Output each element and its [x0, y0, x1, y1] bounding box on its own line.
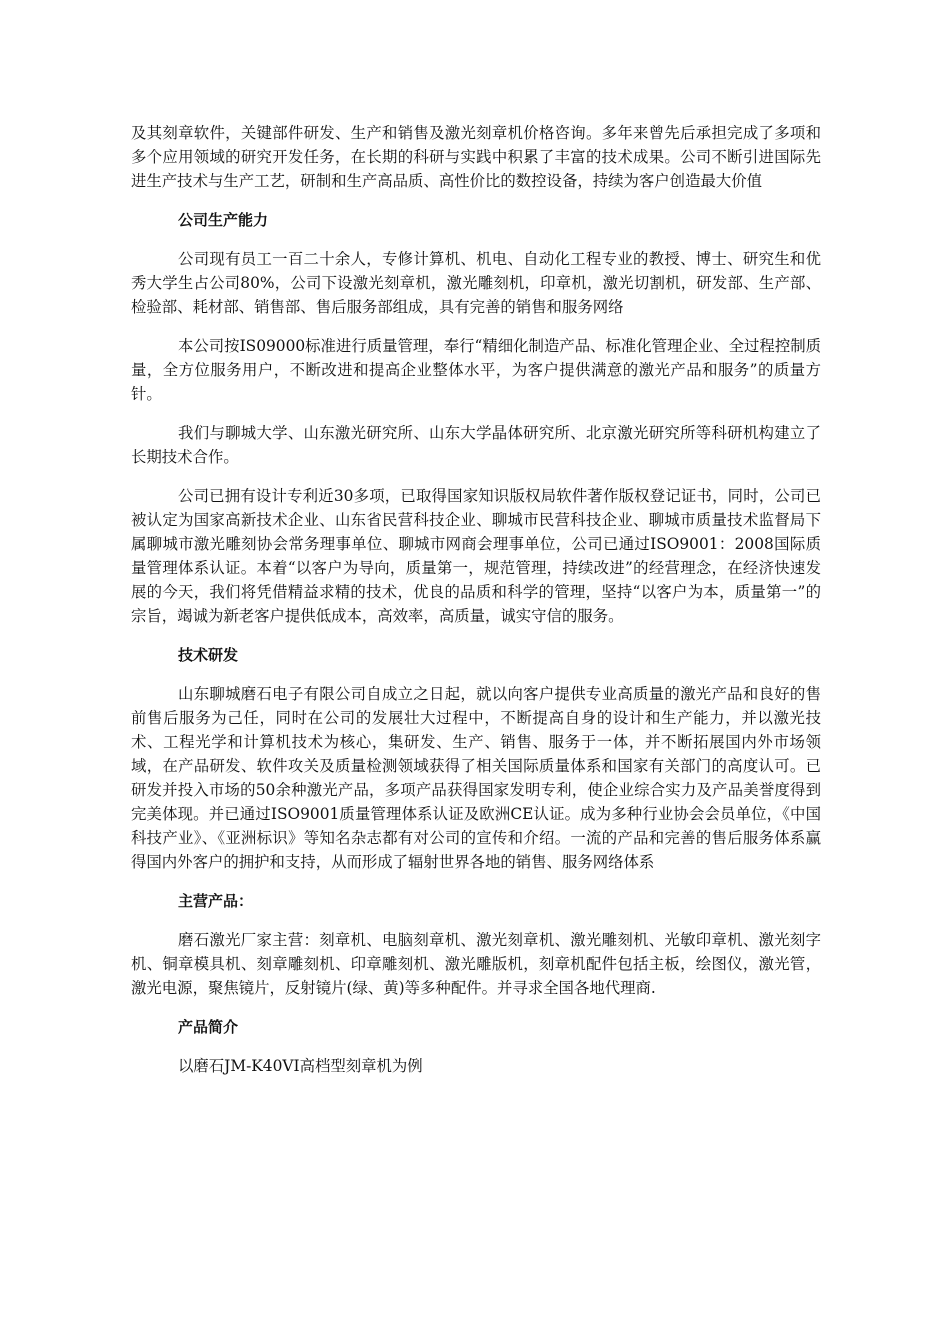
cooperation-paragraph: 我们与聊城大学、山东激光研究所、山东大学晶体研究所、北京激光研究所等科研机构建立了长期技术合作。 [131, 424, 821, 466]
quality-policy-paragraph: 本公司按IS09000标准进行质量管理，奉行“精细化制造产品、标准化管理企业、全过程控制质量，全方位服务用户，不断改进和提高企业整体水平，为客户提供满意的激光产品和服务”的质量方针。 [131, 337, 821, 403]
section-heading-production-capacity: 公司生产能力 [178, 211, 269, 229]
patents-certification-paragraph: 公司已拥有设计专利近30多项，已取得国家知识版权局软件著作版权登记证书，同时，公司已被认定为国家高新技术企业、山东省民营科技企业、聊城市民营科技企业、聊城市质量技术监督局下属聊城市激光雕刻协会常务理事单位、聊城市网商会理事单位，公司已通过ISO9001：2008国际质量管理体系认证。本着“以客户为导向，质量第一，规范管理，持续改进”的经营理念，在经济快速发展的今天，我们将凭借精益求精的技术，优良的品质和科学的管理，坚持“以客户为本，质量第一”的宗旨，竭诚为新老客户提供低成本，高效率，高质量，诚实守信的服务。 [131, 487, 821, 625]
document-body [131, 121, 821, 1093]
section-heading-product-intro: 产品简介 [178, 1018, 239, 1036]
section-heading-main-products: 主营产品： [178, 892, 254, 910]
production-staff-paragraph: 公司现有员工一百二十余人，专修计算机、机电、自动化工程专业的教授、博士、研究生和优秀大学生占公司80%，公司下设激光刻章机，激光雕刻机，印章机，激光切割机，研发部、生产部、检验部、耗材部、销售部、售后服务部组成，具有完善的销售和服务网络 [131, 250, 821, 316]
section-heading-rnd: 技术研发 [178, 646, 239, 664]
intro-paragraph: 及其刻章软件，关键部件研发、生产和销售及激光刻章机价格咨询。多年来曾先后承担完成了多项和多个应用领域的研究开发任务，在长期的科研与实践中积累了丰富的技术成果。公司不断引进国际先进生产技术与生产工艺，研制和生产高品质、高性价比的数控设备，持续为客户创造最大价值 [131, 124, 821, 190]
main-products-paragraph: 磨石激光厂家主营：刻章机、电脑刻章机、激光刻章机、激光雕刻机、光敏印章机、激光刻字机、铜章模具机、刻章雕刻机、印章雕刻机、激光雕版机，刻章机配件包括主板，绘图仪，激光管，激光电源，聚焦镜片，反射镜片(绿、黄)等多种配件。并寻求全国各地代理商. [131, 931, 821, 997]
rnd-paragraph: 山东聊城磨石电子有限公司自成立之日起，就以向客户提供专业高质量的激光产品和良好的售前售后服务为己任，同时在公司的发展壮大过程中，不断提高自身的设计和生产能力，并以激光技术、工程光学和计算机技术为核心，集研发、生产、销售、服务于一体，并不断拓展国内外市场领域，在产品研发、软件攻关及质量检测领域获得了相关国际质量体系和国家有关部门的高度认可。已研发并投入市场的50余种激光产品，多项产品获得国家发明专利，使企业综合实力及产品美誉度得到完美体现。并已通过ISO9001质量管理体系认证及欧洲CE认证。成为多种行业协会会员单位，《中国科技产业》、《亚洲标识》等知名杂志都有对公司的宣传和介绍。一流的产品和完善的售后服务体系赢得国内外客户的拥护和支持，从而形成了辐射世界各地的销售、服务网络体系 [131, 685, 821, 871]
product-intro-paragraph: 以磨石JM-K40VI高档型刻章机为例 [178, 1057, 423, 1075]
